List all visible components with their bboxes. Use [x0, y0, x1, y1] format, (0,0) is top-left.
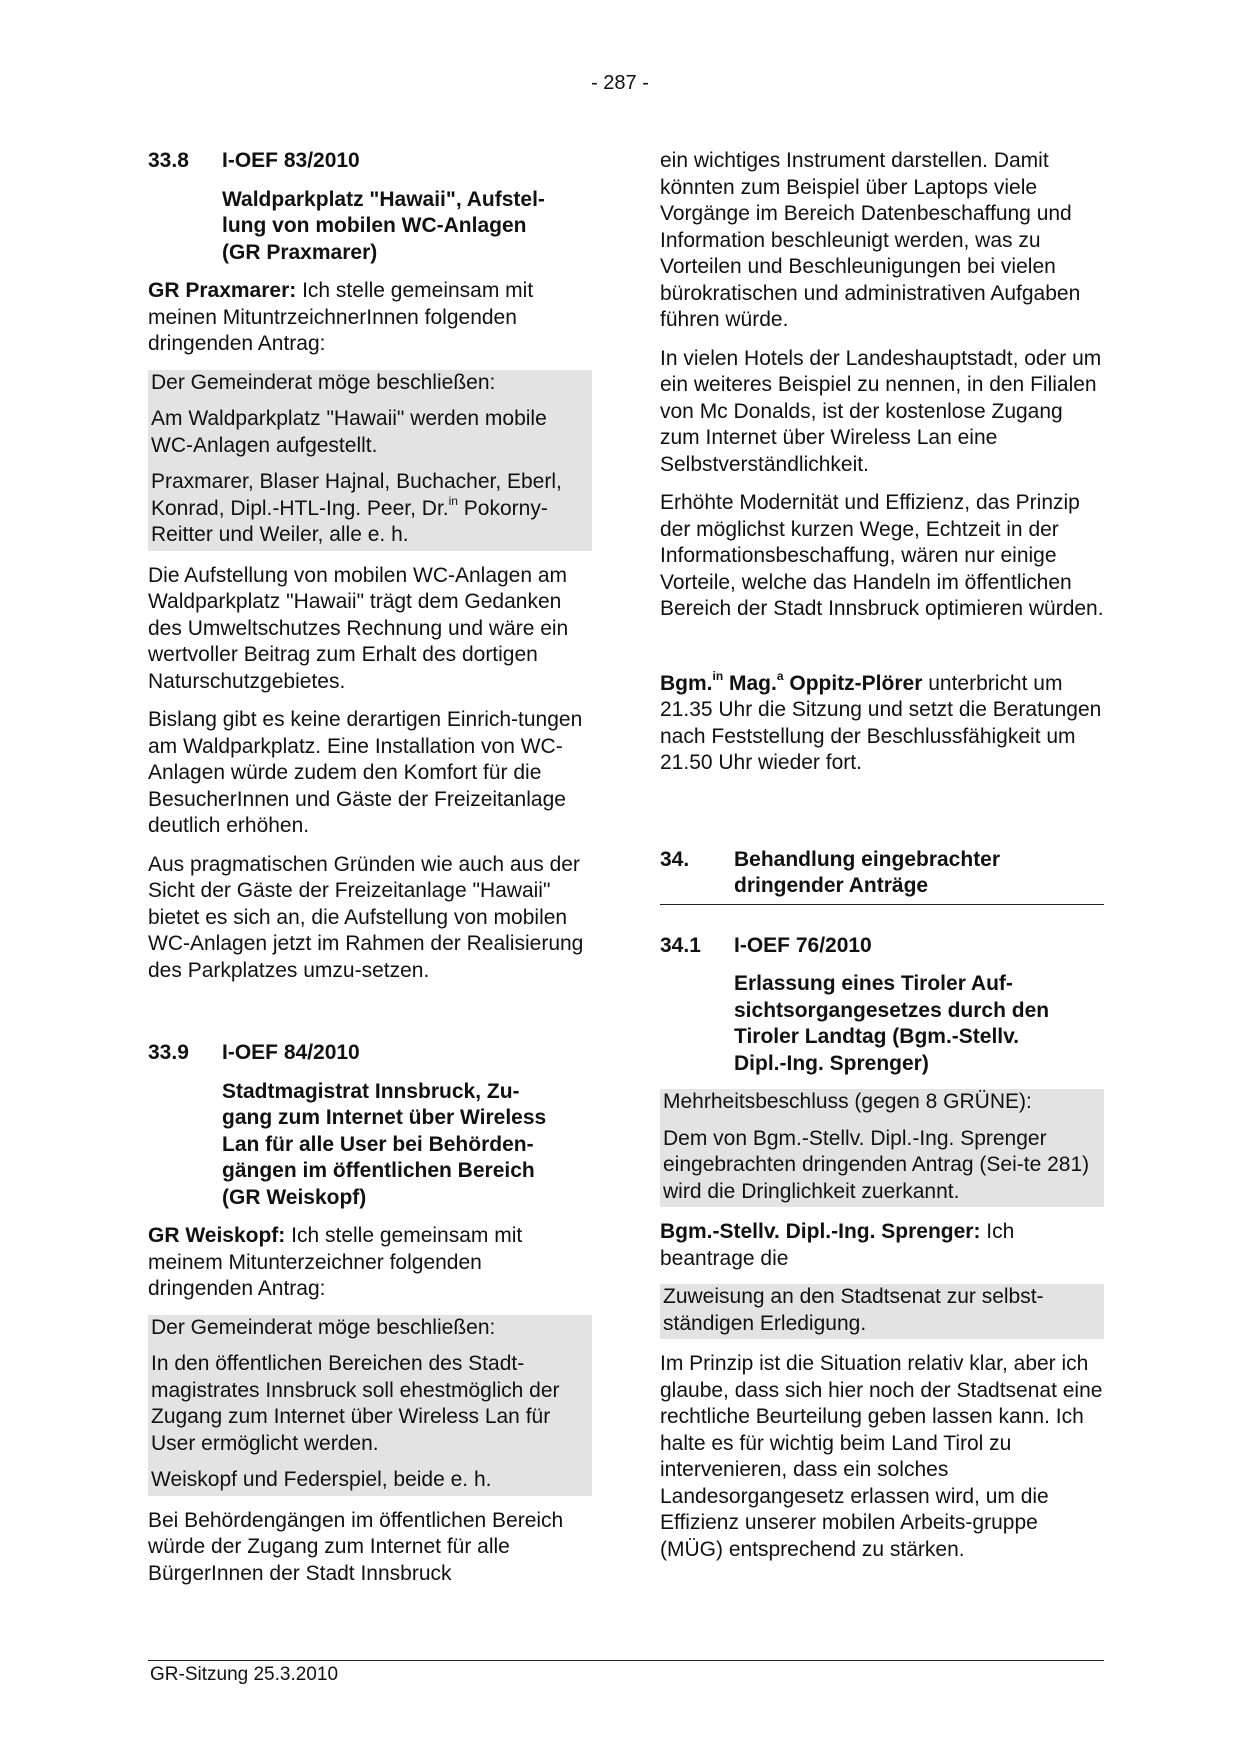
- superscript: in: [712, 668, 724, 683]
- paragraph: Bislang gibt es keine derartigen Einrich-tungen am Waldparkplatz. Eine Installation von WC-Anlagen würde zudem den Komfort für die BesucherInnen und Gäste der Freizeitanlage deutlich erhöhen.: [148, 708, 583, 837]
- right-column: [660, 148, 1104, 1575]
- motion-signatories: [148, 469, 592, 551]
- section-reference: I-OEF 84/2010: [222, 1041, 360, 1064]
- title-line: Lan für alle User bei Behörden-: [222, 1132, 534, 1156]
- session-interruption-note: [660, 668, 1104, 777]
- note-text: unterbricht um 21.35 Uhr die Sitzung und setzt die Beratungen nach Feststellung der Beschlussfähigkeit um 21.50 Uhr wieder fort.: [660, 671, 1102, 774]
- title-line: Dipl.-Ing. Sprenger): [734, 1051, 929, 1075]
- footer-divider: [148, 1660, 1104, 1661]
- section-title: [734, 971, 1104, 1077]
- left-column: [148, 148, 592, 1599]
- motion-box: [148, 370, 592, 551]
- signatories-text: Praxmarer, Blaser Hajnal, Buchacher, Eberl, Konrad, Dipl.-HTL-Ing. Peer, Dr.: [151, 470, 562, 520]
- title-line: (GR Praxmarer): [222, 240, 378, 264]
- speaker-text: Ich stelle gemeinsam mit meinem Mitunterzeichner folgenden dringenden Antrag:: [148, 1224, 523, 1300]
- section-title: [734, 847, 1000, 900]
- title-line: dringender Anträge: [734, 874, 929, 897]
- superscript: in: [448, 493, 458, 508]
- paragraph: In vielen Hotels der Landeshauptstadt, oder um ein weiteres Beispiel zu nennen, in den Filialen von Mc Donalds, ist der kostenlose Zugang zum Internet über Wireless Lan eine Selbstverständlichkeit.: [660, 346, 1102, 476]
- paragraph: Erhöhte Modernität und Effizienz, das Prinzip der möglichst kurzen Wege, Echtzeit in der Informationsbeschaffung, wären nur einige Vorteile, welche das Handeln im öffentlichen Bereich der Stadt Innsbruck optimieren würden.: [660, 491, 1104, 620]
- motion-line: Am Waldparkplatz "Hawaii" werden mobile WC-Anlagen aufgestellt.: [148, 406, 592, 469]
- mayor-surname: Oppitz-Plörer: [783, 671, 923, 695]
- title-line: Tiroler Landtag (Bgm.-Stellv.: [734, 1025, 1020, 1048]
- section-34-1-heading: [660, 933, 1104, 960]
- motion-signatories: Weiskopf und Federspiel, beide e. h.: [148, 1467, 592, 1496]
- title-line: Behandlung eingebrachter: [734, 847, 1001, 871]
- title-line: gang zum Internet über Wireless: [222, 1106, 547, 1129]
- section-title: [222, 187, 592, 267]
- title-line: Waldparkplatz "Hawaii", Aufstel-: [222, 187, 545, 211]
- resolution-line: Mehrheitsbeschluss (gegen 8 GRÜNE):: [660, 1089, 1104, 1126]
- motion-line: Der Gemeinderat möge beschließen:: [148, 1315, 592, 1352]
- speaker-name: GR Praxmarer:: [148, 279, 297, 302]
- mayor-title: Bgm.: [660, 671, 713, 695]
- resolution-line: Dem von Bgm.-Stellv. Dipl.-Ing. Sprenger eingebrachten dringenden Antrag (Sei-te 281) wird die Dringlichkeit zuerkannt.: [660, 1126, 1104, 1208]
- title-line: Stadtmagistrat Innsbruck, Zu-: [222, 1079, 520, 1103]
- resolution-box: [660, 1089, 1104, 1207]
- title-line: (GR Weiskopf): [222, 1185, 367, 1209]
- section-reference: I-OEF 76/2010: [734, 933, 872, 957]
- speaker-name: Bgm.-Stellv. Dipl.-Ing. Sprenger:: [660, 1220, 981, 1243]
- section-number: 34.: [660, 847, 690, 871]
- section-title: [222, 1079, 592, 1212]
- speaker-text: Ich beantrage die: [660, 1220, 1015, 1270]
- title-line: Erlassung eines Tiroler Auf-: [734, 972, 1013, 995]
- speaker-text: Ich stelle gemeinsam mit meinen MituntrzeichnerInnen folgenden dringenden Antrag:: [148, 279, 534, 355]
- paragraph: Bei Behördengängen im öffentlichen Bereich würde der Zugang zum Internet für alle BürgerInnen der Stadt Innsbruck: [148, 1508, 564, 1585]
- speaker-paragraph: [148, 278, 592, 358]
- section-number: 34.1: [660, 933, 701, 957]
- signatories-text-end: Pokorny-Reitter und Weiler, alle e. h.: [151, 496, 548, 546]
- mayor-name: [660, 668, 923, 695]
- motion-box: [660, 1284, 1104, 1339]
- speaker-name: GR Weiskopf:: [148, 1224, 286, 1247]
- paragraph: Aus pragmatischen Gründen wie auch aus der Sicht der Gäste der Freizeitanlage "Hawaii" bietet es sich an, die Aufstellung von mobilen WC-Anlagen jetzt im Rahmen der Realisierung des Parkplatzes umzu-setzen.: [148, 852, 584, 982]
- paragraph: ein wichtiges Instrument darstellen. Damit könnten zum Beispiel über Laptops viele Vorgänge im Bereich Datenbeschaffung und Information beschleunigt werden, was zu Vorteilen und Beschleunigungen bei vielen bürokratischen und administrativen Aufgaben führen würde.: [660, 149, 1081, 331]
- section-34-title: [660, 847, 1104, 900]
- superscript: a: [776, 668, 784, 683]
- motion-line: Der Gemeinderat möge beschließen:: [148, 370, 592, 407]
- section-34-heading: [660, 847, 1104, 905]
- section-number: 33.8: [148, 149, 189, 172]
- section-33-9-heading: [148, 1040, 592, 1067]
- section-number: 33.9: [148, 1041, 189, 1064]
- page-number: - 287 -: [591, 72, 649, 94]
- footer-text: GR-Sitzung 25.3.2010: [150, 1664, 339, 1685]
- title-line: sichtsorgangesetzes durch den: [734, 998, 1050, 1022]
- motion-box: [148, 1315, 592, 1496]
- motion-line: In den öffentlichen Bereichen des Stadt-magistrates Innsbruck soll ehestmöglich der Zugang zum Internet über Wireless Lan für User ermöglicht werden.: [148, 1351, 592, 1467]
- section-33-8-heading: [148, 148, 592, 175]
- speaker-paragraph: [660, 1219, 1104, 1272]
- section-reference: I-OEF 83/2010: [222, 149, 360, 172]
- mayor-degree: Mag.: [723, 671, 777, 695]
- paragraph: Im Prinzip ist die Situation relativ klar, aber ich glaube, dass sich hier noch der Stadtsenat eine rechtliche Beurteilung geben lassen kann. Ich halte es für wichtig beim Land Tirol zu intervenieren, dass ein solches Landesorgangesetz erlassen wird, um die Effizienz unserer mobilen Arbeits-gruppe (MÜG) entsprechend zu stärken.: [660, 1352, 1103, 1561]
- paragraph: Die Aufstellung von mobilen WC-Anlagen am Waldparkplatz "Hawaii" trägt dem Gedanken des Umweltschutzes Rechnung und wäre ein wertvoller Beitrag zum Erhalt des dortigen Naturschutzgebietes.: [148, 563, 569, 693]
- title-line: lung von mobilen WC-Anlagen: [222, 214, 527, 237]
- motion-line: Zuweisung an den Stadtsenat zur selbst-ständigen Erledigung.: [660, 1284, 1104, 1339]
- title-line: gängen im öffentlichen Bereich: [222, 1159, 535, 1182]
- speaker-paragraph: [148, 1223, 592, 1303]
